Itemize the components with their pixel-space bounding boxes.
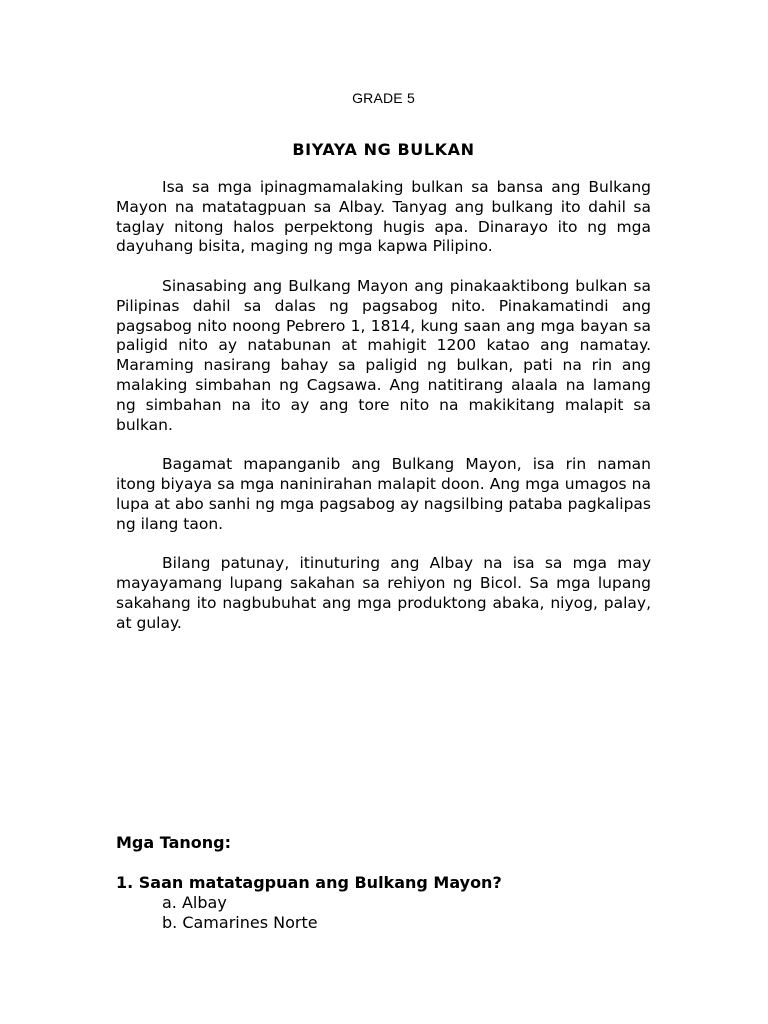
answer-choice: a. Albay	[162, 893, 227, 912]
question-text: 1. Saan matatagpuan ang Bulkang Mayon?	[116, 873, 502, 892]
paragraph: Sinasabing ang Bulkang Mayon ang pinakaaktibong bulkan sa Pilipinas dahil sa dalas ng pagsabog nito. Pinakamatindi ang pagsabog nito noong Pebrero 1, 1814, kung saan ang mga bayan sa paligid nito ay natabunan at mahigit 1200 katao ang namatay. Maraming nasirang bahay sa paligid ng bulkan, pati na rin ang malaking simbahan ng Cagsawa. Ang natitirang alaala na lamang ng simbahan na ito ay ang tore nito na makikitang malapit sa bulkan.	[116, 276, 651, 434]
paragraph: Bilang patunay, itinuturing ang Albay na isa sa mga may mayayamang lupang sakahan sa rehiyon ng Bicol. Sa mga lupang sakahang ito nagbubuhat ang mga produktong abaka, niyog, palay, at gulay.	[116, 554, 651, 632]
answer-choice: b. Camarines Norte	[162, 913, 318, 932]
questions-heading: Mga Tanong:	[116, 833, 232, 852]
paragraph: Isa sa mga ipinagmamalaking bulkan sa bansa ang Bulkang Mayon na matatagpuan sa Albay. Tanyag ang bulkang ito dahil sa taglay nitong halos perpektong hugis apa. Dinarayo ito ng mga dayuhang bisita, maging ng mga kapwa Pilipino.	[116, 178, 651, 256]
questions-section	[116, 833, 651, 933]
paragraph: Bagamat mapanganib ang Bulkang Mayon, isa rin naman itong biyaya sa mga naninirahan malapit doon. Ang mga umagos na lupa at abo sanhi ng mga pagsabog ay nagsilbing pataba pagkalipas ng ilang taon.	[116, 455, 651, 533]
grade-label: GRADE 5	[352, 90, 415, 106]
story-body	[116, 178, 651, 653]
story-title: BIYAYA NG BULKAN	[292, 140, 475, 159]
